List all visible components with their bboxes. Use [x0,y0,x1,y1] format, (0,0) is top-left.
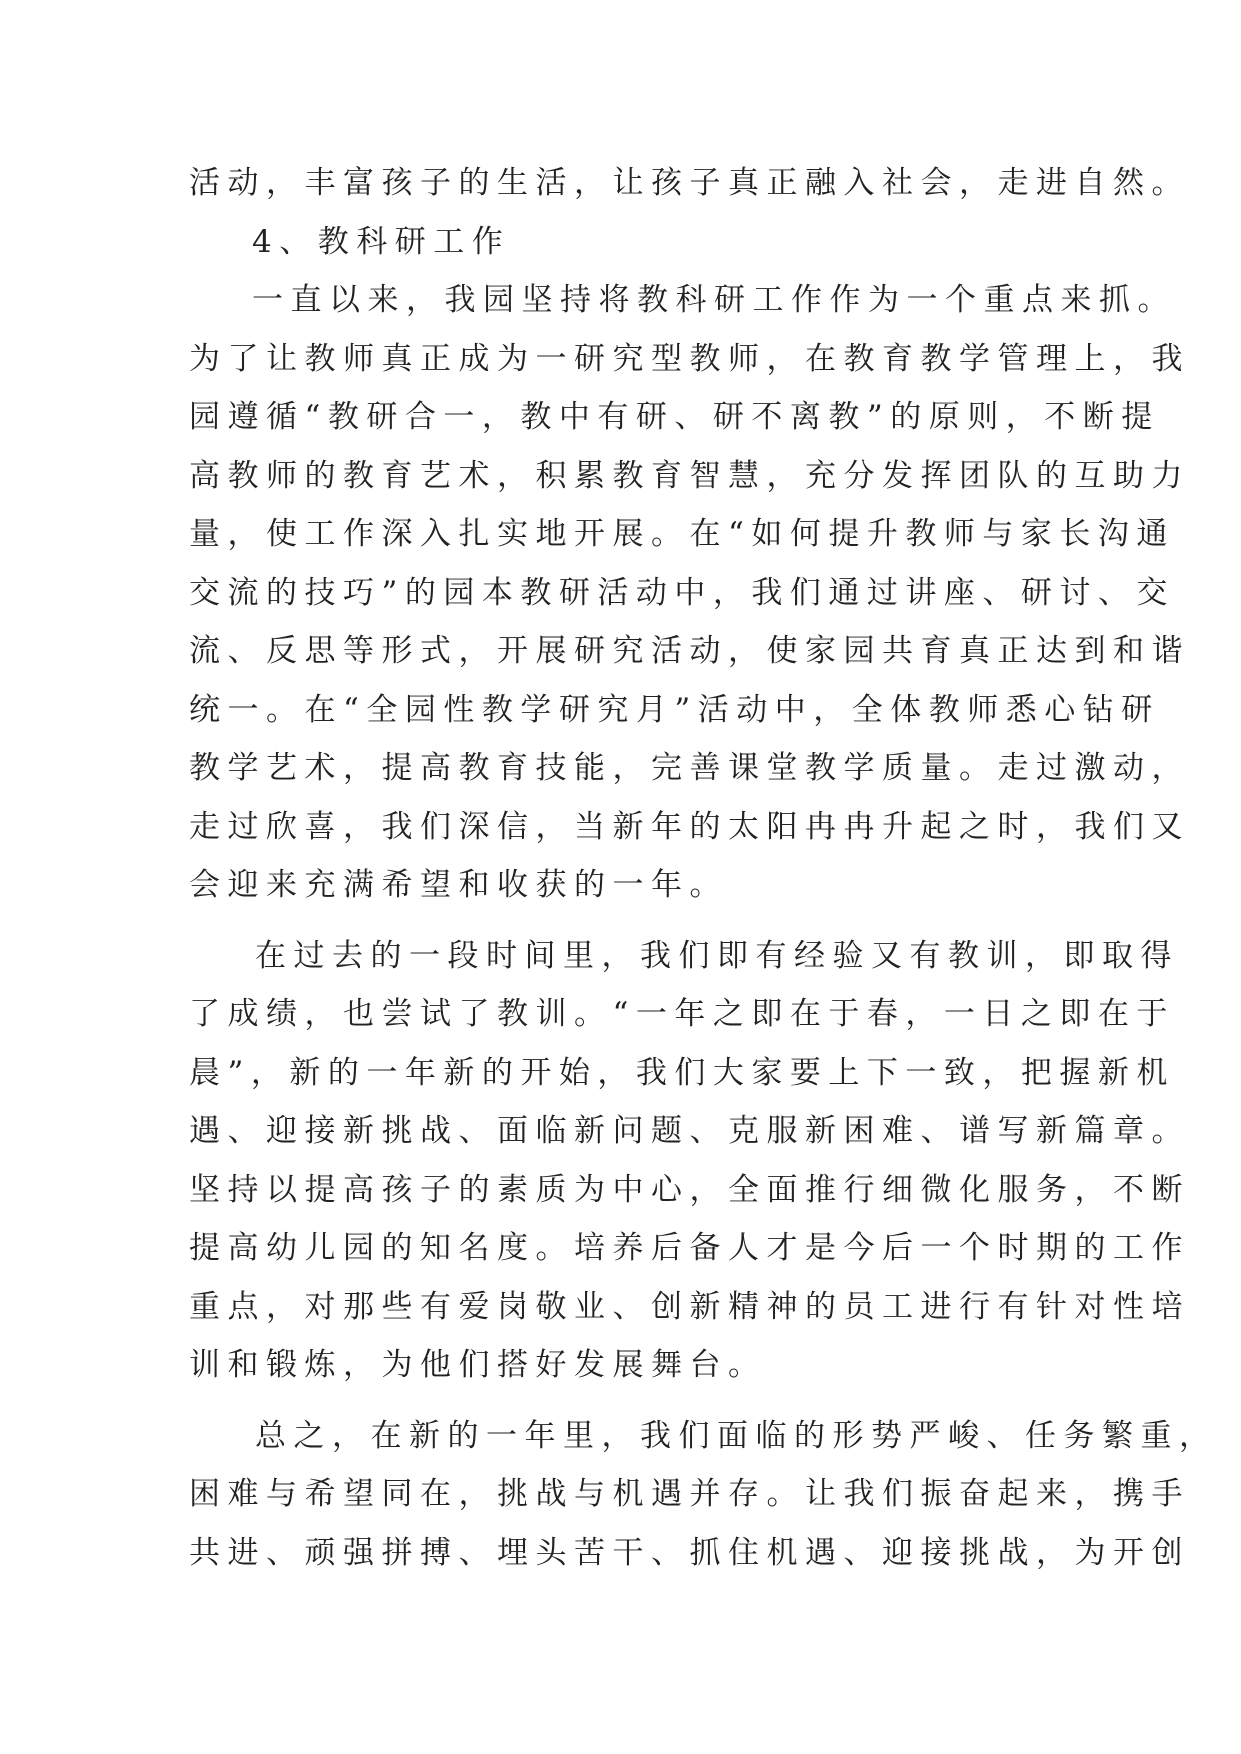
section-heading: 4、教科研工作 [252,223,511,260]
text-line: 统一。在“全园性教学研究月”活动中，全体教师悉心钻研 [189,691,1160,728]
text-line: 走过欣喜，我们深信，当新年的太阳冉冉升起之时，我们又 [189,808,1190,845]
text-line: 为了让教师真正成为一研究型教师，在教育教学管理上，我 [189,340,1190,377]
text-line: 重点，对那些有爱岗敬业、创新精神的员工进行有针对性培 [189,1288,1190,1325]
text-line: 教学艺术，提高教育技能，完善课堂教学质量。走过激动， [189,750,1190,786]
text-line: 晨”，新的一年新的开始，我们大家要上下一致，把握新机 [189,1054,1175,1091]
text-line: 了成绩，也尝试了教训。“一年之即在于春，一日之即在于 [189,996,1175,1032]
text-line: 共进、顽强拼搏、埋头苦干、抓住机遇、迎接挑战，为开创 [189,1534,1190,1571]
text-line: 高教师的教育艺术，积累教育智慧，充分发挥团队的互助力 [189,457,1190,494]
text-line: 一直以来，我园坚持将教科研工作作为一个重点来抓。 [252,282,1176,318]
text-line: 坚持以提高孩子的素质为中心，全面推行细微化服务，不断 [189,1171,1190,1208]
paragraph-gap [189,1395,1069,1407]
text-line: 总之，在新的一年里，我们面临的形势严峻、任务繁重， [255,1417,1218,1454]
text-line: 遇、迎接新挑战、面临新问题、克服新困难、谱写新篇章。 [189,1113,1190,1149]
text-line: 交流的技巧”的园本教研活动中，我们通过讲座、研讨、交 [189,574,1175,611]
document-body [189,154,1218,1582]
text-line: 训和锻炼，为他们搭好发展舞台。 [189,1347,767,1383]
text-line: 会迎来充满希望和收获的一年。 [189,867,728,903]
text-line: 流、反思等形式，开展研究活动，使家园共育真正达到和谐 [189,633,1190,669]
text-line: 活动，丰富孩子的生活，让孩子真正融入社会，走进自然。 [189,165,1190,201]
text-line: 提高幼儿园的知名度。培养后备人才是今后一个时期的工作 [189,1230,1190,1266]
text-line: 在过去的一段时间里，我们即有经验又有教训，即取得 [255,937,1179,974]
paragraph-gap [189,915,1069,927]
text-line: 量，使工作深入扎实地开展。在“如何提升教师与家长沟通 [189,516,1175,552]
text-line: 园遵循“教研合一，教中有研、研不离教”的原则，不断提 [189,399,1160,435]
text-line: 困难与希望同在，挑战与机遇并存。让我们振奋起来，携手 [189,1476,1190,1512]
